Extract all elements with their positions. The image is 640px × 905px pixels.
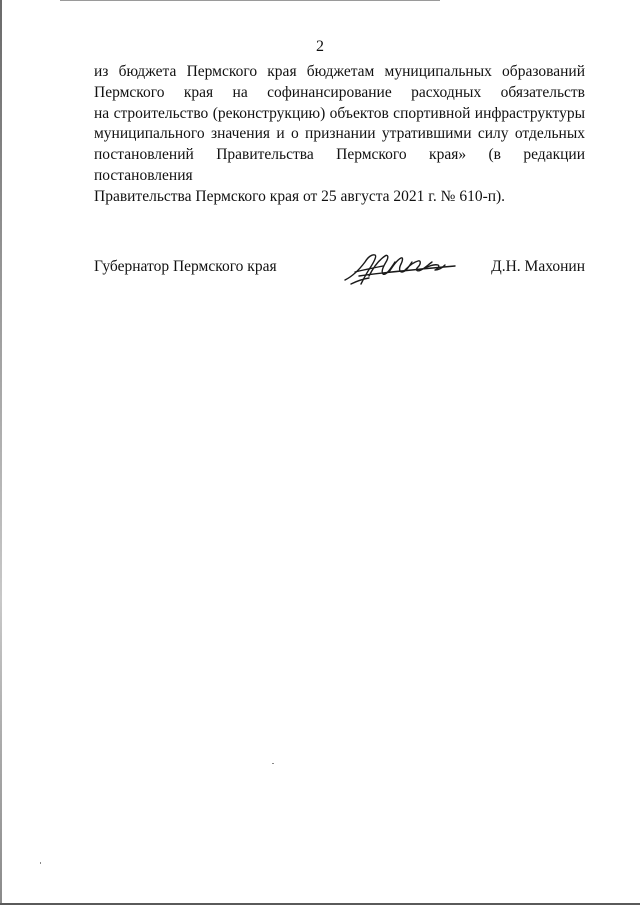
signer-title: Губернатор Пермского края	[94, 258, 277, 275]
scan-edge-left	[0, 0, 2, 905]
signature-block	[94, 258, 585, 288]
body-line: Правительства Пермского края от 25 августа 2021 г. № 610-п).	[94, 187, 506, 205]
body-paragraph	[94, 62, 585, 208]
body-line: на строительство (реконструкцию) объектов спортивной инфраструктуры	[94, 104, 585, 122]
signer-name: Д.Н. Махонин	[491, 258, 585, 275]
page-number: 2	[316, 38, 324, 55]
scan-speck	[272, 763, 274, 764]
scan-speck	[40, 862, 41, 864]
handwritten-signature	[339, 246, 459, 290]
scan-edge-top	[60, 0, 440, 1]
body-line: из бюджета Пермского края бюджетам муниципальных образований	[94, 63, 585, 80]
body-line: муниципального значения и о признании утратившими силу отдельных	[94, 125, 585, 143]
body-line: Пермского края на софинансирование расходных обязательств	[94, 83, 585, 101]
body-line: постановлений Правительства Пермского края» (в редакции постановления	[94, 146, 585, 184]
